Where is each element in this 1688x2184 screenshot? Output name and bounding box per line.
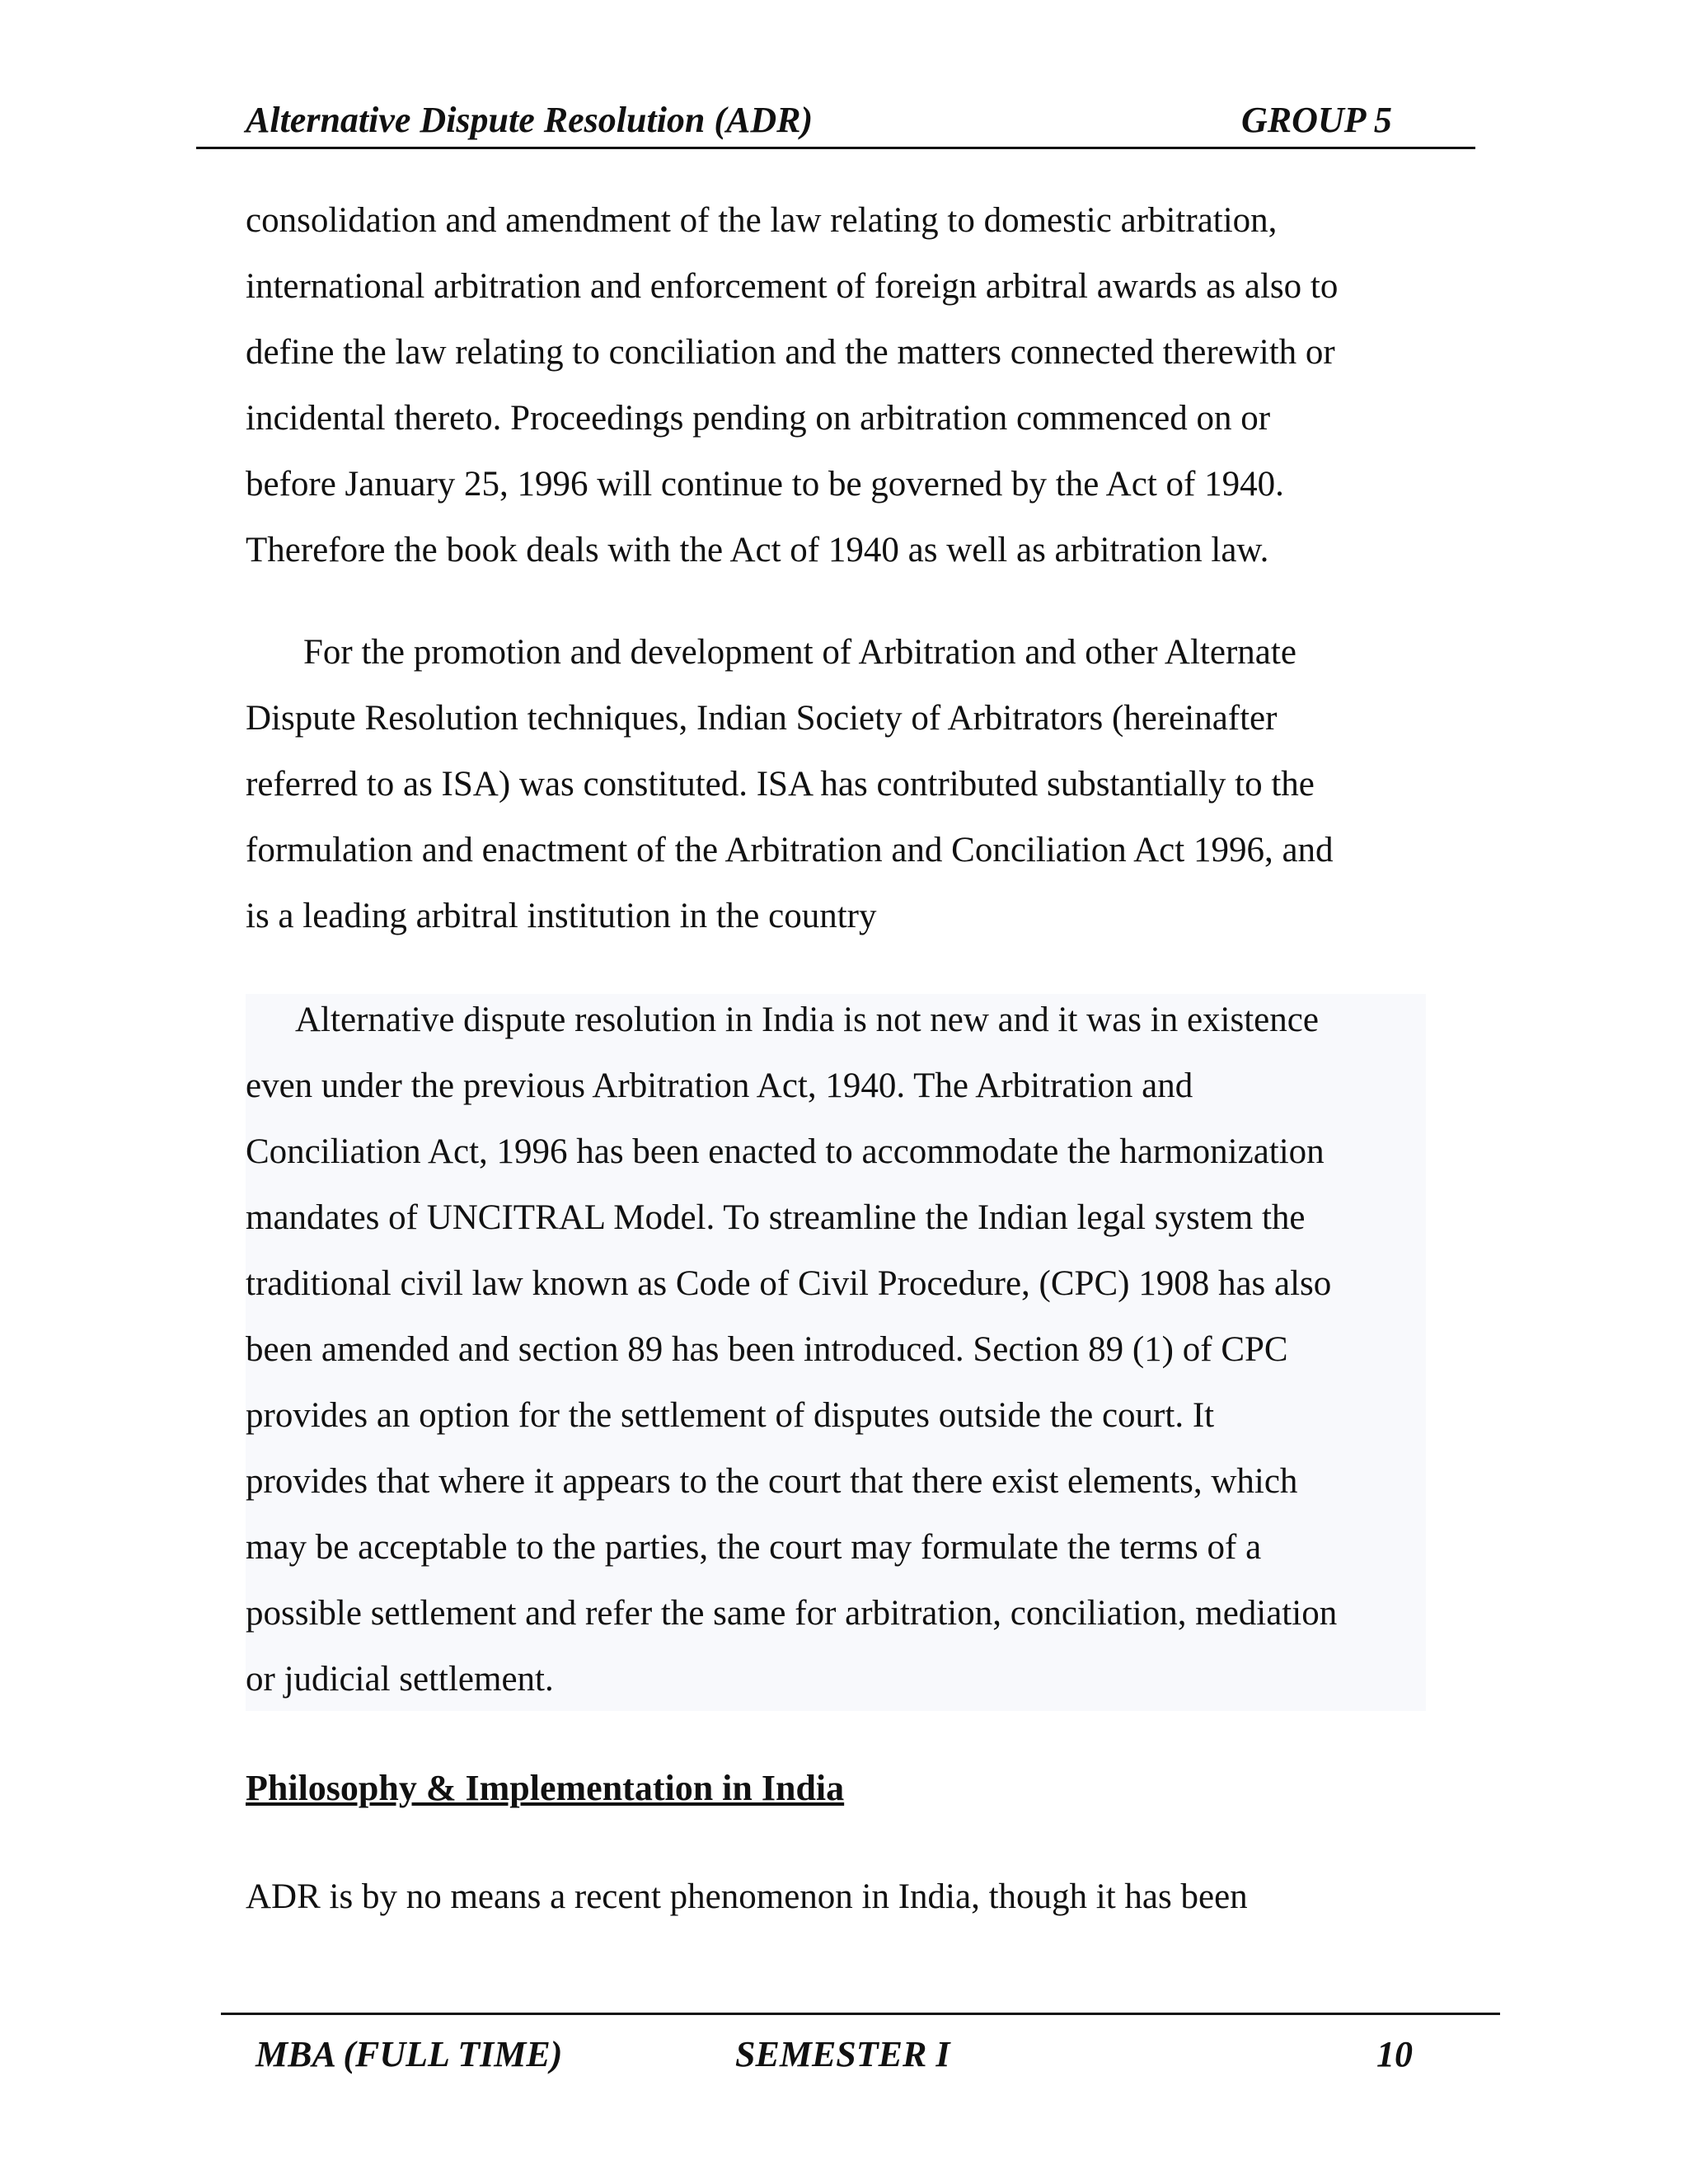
text-line: mandates of UNCITRAL Model. To streamline the Indian legal system the xyxy=(246,1198,1306,1237)
paragraph-philosophy xyxy=(246,1864,1432,1930)
text-line: provides an option for the settlement of disputes outside the court. It xyxy=(246,1396,1215,1435)
text-line: may be acceptable to the parties, the court may formulate the terms of a xyxy=(246,1528,1262,1567)
text-line: international arbitration and enforcement of foreign arbitral awards as also to xyxy=(246,267,1339,306)
text-line: Dispute Resolution techniques, Indian Society of Arbitrators (hereinafter xyxy=(246,699,1278,738)
text-line: For the promotion and development of Arbitration and other Alternate xyxy=(303,633,1296,672)
text-line: or judicial settlement. xyxy=(246,1660,554,1699)
footer-program: MBA (FULL TIME) xyxy=(256,2034,563,2074)
paragraph-continuation xyxy=(246,188,1432,583)
paragraph-isa xyxy=(246,620,1432,949)
text-line: Conciliation Act, 1996 has been enacted to accommodate the harmonization xyxy=(246,1132,1325,1171)
text-line: incidental thereto. Proceedings pending on arbitration commenced on or xyxy=(246,399,1271,438)
text-line: ADR is by no means a recent phenomenon in India, though it has been xyxy=(246,1877,1248,1916)
document-title: Alternative Dispute Resolution (ADR) xyxy=(246,100,814,140)
page-number: 10 xyxy=(1376,2034,1413,2074)
text-line: even under the previous Arbitration Act, 1940. The Arbitration and xyxy=(246,1066,1193,1105)
text-line: is a leading arbitral institution in the country xyxy=(246,897,877,935)
text-line: referred to as ISA) was constituted. ISA has contributed substantially to the xyxy=(246,765,1315,804)
text-line: provides that where it appears to the court that there exist elements, which xyxy=(246,1462,1298,1501)
page-header xyxy=(196,97,1475,149)
group-label: GROUP 5 xyxy=(1241,100,1392,140)
text-line: consolidation and amendment of the law relating to domestic arbitration, xyxy=(246,201,1278,240)
text-line: before January 25, 1996 will continue to be governed by the Act of 1940. xyxy=(246,465,1284,504)
text-line: Alternative dispute resolution in India is not new and it was in existence xyxy=(295,1001,1319,1039)
paragraph-adr-india xyxy=(246,987,1432,1713)
text-line: formulation and enactment of the Arbitration and Conciliation Act 1996, and xyxy=(246,831,1334,869)
text-line: Therefore the book deals with the Act of 1940 as well as arbitration law. xyxy=(246,531,1269,569)
text-line: possible settlement and refer the same for arbitration, conciliation, mediation xyxy=(246,1594,1338,1633)
text-line: been amended and section 89 has been introduced. Section 89 (1) of CPC xyxy=(246,1330,1288,1369)
section-heading: Philosophy & Implementation in India xyxy=(246,1768,845,1808)
footer-semester: SEMESTER I xyxy=(735,2034,950,2074)
text-line: traditional civil law known as Code of Civil Procedure, (CPC) 1908 has also xyxy=(246,1264,1332,1303)
text-line: define the law relating to conciliation and the matters connected therewith or xyxy=(246,333,1335,372)
page-footer xyxy=(221,2013,1500,2081)
